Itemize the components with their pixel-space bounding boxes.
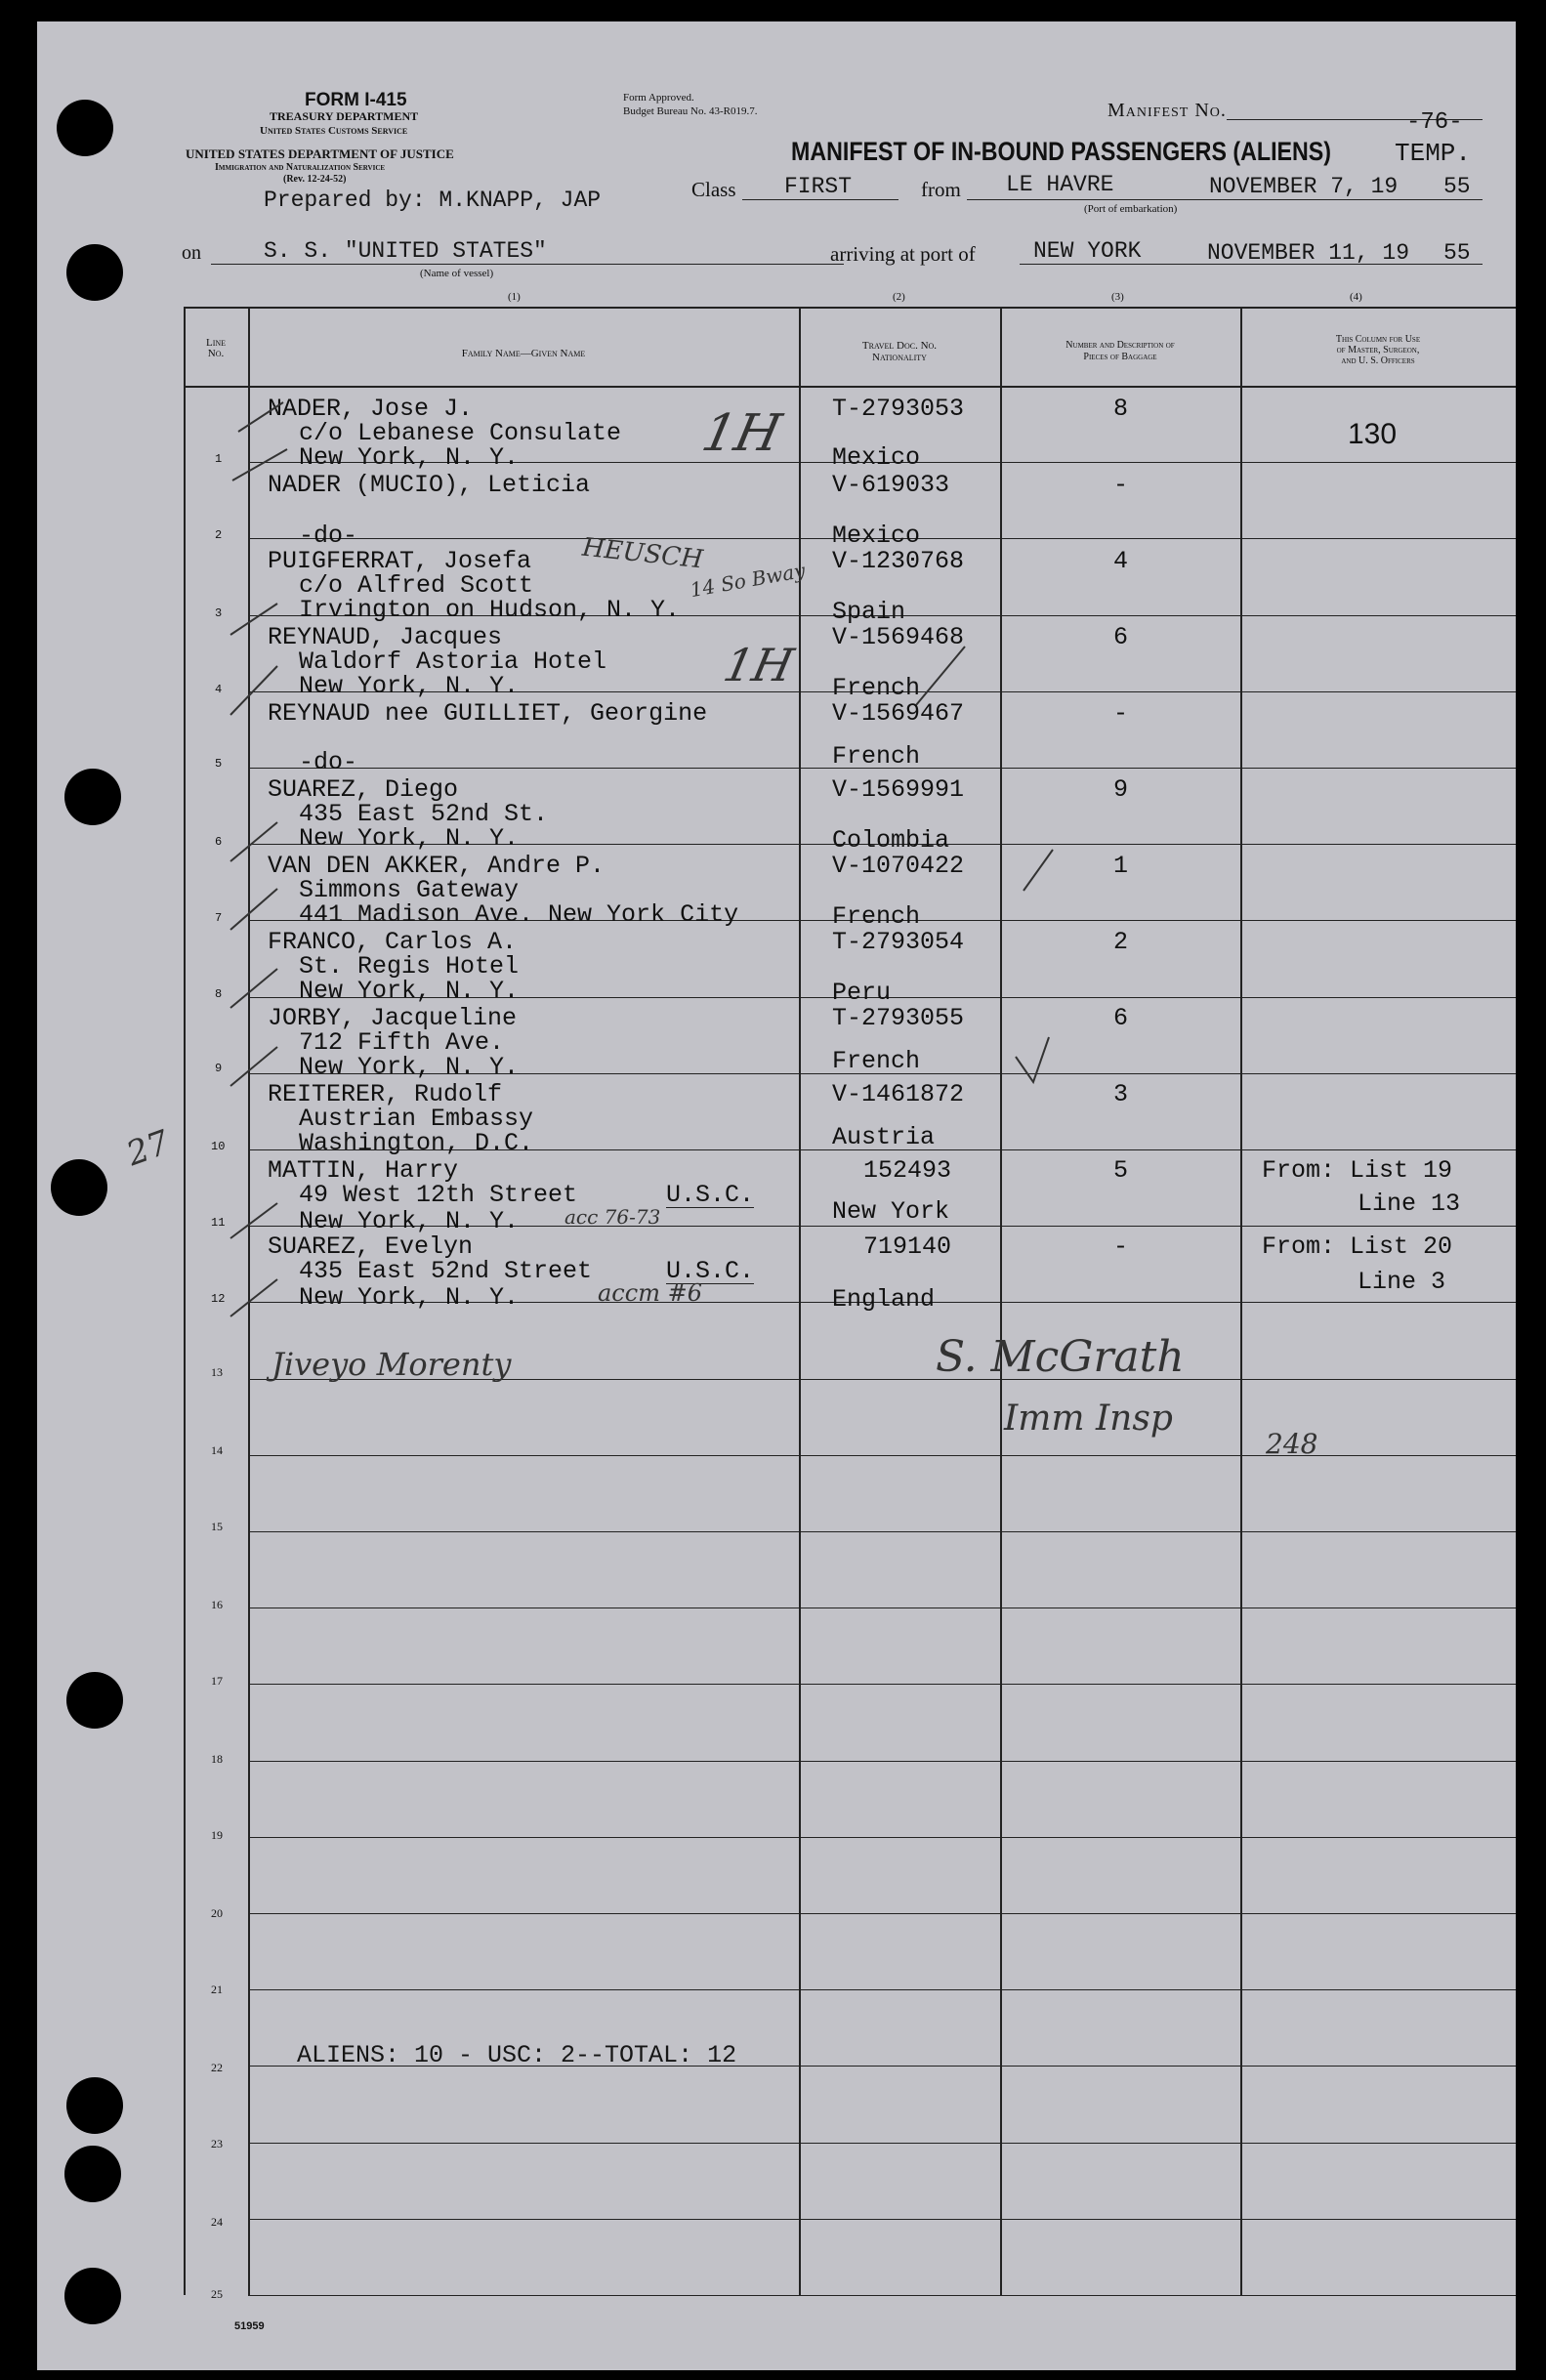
passenger-address: -do- [299,748,358,776]
officer-note: Line 13 [1358,1190,1461,1218]
handwritten-mark: HEUSCH [580,532,705,575]
baggage-count: 3 [1113,1080,1129,1108]
handwritten-note: acc 76-73 [564,1205,661,1229]
passenger-name: SUAREZ, Evelyn [268,1232,474,1261]
officer-note: From: List 19 [1262,1156,1453,1185]
line-number: 20 [211,1906,223,1920]
passenger-address: New York, N. Y. [299,977,520,1005]
line-number: 25 [211,2287,223,2301]
form-revision: (Rev. 12-24-52) [283,174,347,185]
passenger-name: PUIGFERRAT, Josefa [268,547,532,575]
line-number: 10 [211,1140,226,1153]
temp-label: TEMP. [1395,139,1472,168]
line-number: 1 [215,452,223,466]
passenger-name: FRANCO, Carlos A. [268,928,518,956]
passenger-name: REYNAUD nee GUILLIET, Georgine [268,699,708,728]
passenger-name: JORBY, Jacqueline [268,1004,518,1032]
passenger-address: Washington, D.C. [299,1129,534,1157]
nationality: Spain [832,598,906,626]
ins-service: Immigration and Naturalization Service [215,162,386,173]
line-number: 12 [211,1292,226,1306]
row-rule [248,2143,1516,2144]
passenger-address: 712 Fifth Ave. [299,1028,505,1057]
baggage-count: 9 [1113,775,1129,804]
passenger-address: c/o Alfred Scott [299,571,534,600]
handwritten-note: accm #6 [598,1279,702,1307]
footer-code: 51959 [234,2320,265,2332]
line-number: 8 [215,987,223,1001]
passenger-address: New York, N. Y. [299,672,520,700]
travel-doc: T-2793053 [832,395,965,423]
passenger-address: New York, N. Y. [299,1053,520,1081]
nationality: Peru [832,979,892,1007]
header-baggage: Number and Description of Pieces of Baggage [1065,340,1175,362]
officer-note: Line 3 [1358,1268,1446,1296]
passenger-name: MATTIN, Harry [268,1156,459,1185]
citizen-status: U.S.C. [666,1257,755,1285]
line-number: 9 [215,1062,223,1075]
passenger-address: Austrian Embassy [299,1105,534,1133]
travel-doc: T-2793055 [832,1004,965,1032]
passenger-address: New York, N. Y. [299,443,520,472]
baggage-count: - [1113,1232,1129,1261]
manifest-page [37,21,1516,2370]
row-rule [248,1684,1516,1685]
row-rule [248,1531,1516,1532]
passenger-name: NADER, Jose J. [268,395,474,423]
header-officers: This Column for Use of Master, Surgeon, and U. S. Officers [1335,334,1421,366]
officer-note: 130 [1348,418,1398,450]
nationality: Colombia [832,826,950,855]
nationality: England [832,1285,936,1314]
line-number: 18 [211,1752,223,1766]
baggage-count: - [1113,471,1129,499]
travel-doc: T-2793054 [832,928,965,956]
travel-doc: V-1230768 [832,547,965,575]
row-rule [248,1761,1516,1762]
citizen-status: U.S.C. [666,1181,755,1209]
line-number: 13 [211,1365,223,1379]
arriving-label: arriving at port of [830,242,976,266]
embark-port: LE HAVRE [1006,172,1114,197]
col-num-1: (1) [508,291,521,303]
baggage-count: 2 [1113,928,1129,956]
handwritten-mark: 1H [696,404,786,463]
row-rule [248,1913,1516,1914]
header-doc: Travel Doc. No. Nationality [861,340,938,363]
from-label: from [921,178,961,201]
passenger-name: NADER (MUCIO), Leticia [268,471,591,499]
travel-doc: 719140 [863,1232,952,1261]
travel-doc: 152493 [863,1156,952,1185]
budget-bureau: Budget Bureau No. 43-R019.7. [623,105,758,117]
check-marks [37,21,1516,1389]
passenger-address: Simmons Gateway [299,876,520,904]
baggage-count: 5 [1113,1156,1129,1185]
line-number: 7 [215,911,223,925]
passenger-address: Waldorf Astoria Hotel [299,647,607,676]
prepared-by: Prepared by: M.KNAPP, JAP [264,188,602,213]
handwritten-margin-note: 27 [121,1122,175,1175]
manifest-no-label: Manifest No. [1107,100,1227,121]
nationality: Mexico [832,522,921,550]
on-label: on [182,242,201,264]
vessel-name: S. S. "UNITED STATES" [264,238,547,264]
passenger-address: New York, N. Y. [299,1283,520,1312]
nationality: Austria [832,1123,936,1151]
binder-hole [64,2268,121,2324]
passenger-address: 435 East 52nd St. [299,800,549,828]
passenger-name: REITERER, Rudolf [268,1080,503,1108]
travel-doc: V-1569991 [832,775,965,804]
officer-note: From: List 20 [1262,1232,1453,1261]
nationality: New York [832,1197,950,1226]
customs-service: United States Customs Service [260,125,408,137]
line-number: 14 [211,1443,223,1457]
passenger-address: -do- [299,522,358,550]
line-number: 3 [215,606,223,620]
inspector-title: Imm Insp [1004,1399,1173,1439]
line-number: 2 [215,528,223,542]
travel-doc: V-619033 [832,471,950,499]
arrival-port: NEW YORK [1033,238,1142,264]
header-name: Family Name—Given Name [461,348,586,359]
col-num-2: (2) [893,291,905,303]
passenger-address: c/o Lebanese Consulate [299,419,622,447]
line-number: 16 [211,1598,223,1611]
passenger-address: New York, N. Y. [299,824,520,853]
line-number: 24 [211,2215,223,2229]
row-rule [248,1455,1516,1456]
passenger-address: 435 East 52nd Street [299,1257,593,1285]
handwritten-mark: 14 So Bway [688,558,808,603]
line-number: 22 [211,2061,223,2074]
arrival-date: NOVEMBER 11, 19 [1207,240,1410,266]
row-rule [248,1989,1516,1990]
justice-dept: UNITED STATES DEPARTMENT OF JUSTICE [186,146,454,161]
passenger-address: Irvington on Hudson, N. Y. [299,596,681,624]
form-approved: Form Approved. [623,92,694,104]
col-num-3: (3) [1111,291,1124,303]
line-number: 17 [211,1674,223,1688]
class-value: FIRST [784,174,853,199]
row-rule [248,1837,1516,1838]
binder-hole [64,2146,121,2202]
line-number: 6 [215,835,223,849]
line-number: 21 [211,1983,223,1996]
line-number: 5 [215,757,223,771]
passenger-name: VAN DEN AKKER, Andre P. [268,852,606,880]
handwritten-mark: 1H [719,639,799,691]
departure-year: 55 [1443,174,1471,199]
nationality: Mexico [832,443,921,472]
binder-hole [66,2077,123,2134]
departure-date: NOVEMBER 7, 19 [1209,174,1399,199]
manifest-no-value: -76- [1406,109,1463,136]
line-number: 4 [215,683,223,696]
nationality: French [832,674,921,702]
col-num-4: (4) [1350,291,1362,303]
line-number: 15 [211,1520,223,1533]
baggage-count: 4 [1113,547,1129,575]
inspector-signature: S. McGrath [936,1332,1185,1382]
line-number: 11 [211,1216,226,1230]
travel-doc: V-1070422 [832,852,965,880]
treasury-dept: TREASURY DEPARTMENT [270,109,419,123]
passenger-address: New York, N. Y. [299,1207,520,1235]
handwritten-remark: Jiveyo Morenty [272,1346,512,1383]
nationality: French [832,902,921,931]
class-label: Class [691,178,736,201]
manifest-title: MANIFEST OF IN-BOUND PASSENGERS (ALIENS) [791,137,1332,166]
passenger-name: SUAREZ, Diego [268,775,459,804]
line-number: 23 [211,2137,223,2150]
passenger-address: St. Regis Hotel [299,952,520,981]
baggage-count: - [1113,699,1129,728]
header-line-no: Line No. [205,337,227,359]
baggage-count: 6 [1113,623,1129,651]
line-number: 19 [211,1828,223,1842]
nationality: French [832,742,921,771]
baggage-count: 6 [1113,1004,1129,1032]
row-rule [248,2295,1516,2296]
totals-summary: ALIENS: 10 - USC: 2--TOTAL: 12 [297,2041,737,2069]
inspector-number: 248 [1266,1428,1318,1460]
passenger-address: 49 West 12th Street [299,1181,578,1209]
passenger-address: 441 Madison Ave. New York City [299,900,739,929]
passenger-name: REYNAUD, Jacques [268,623,503,651]
travel-doc: V-1461872 [832,1080,965,1108]
travel-doc: V-1569467 [832,699,965,728]
port-caption: (Port of embarkation) [1084,203,1178,215]
vessel-caption: (Name of vessel) [420,268,494,279]
travel-doc: V-1569468 [832,623,965,651]
binder-hole [66,1672,123,1729]
baggage-count: 1 [1113,852,1129,880]
form-number: FORM I-415 [305,90,407,110]
nationality: French [832,1047,921,1075]
baggage-count: 8 [1113,395,1129,423]
arrival-year: 55 [1443,240,1471,266]
row-rule [248,2219,1516,2220]
